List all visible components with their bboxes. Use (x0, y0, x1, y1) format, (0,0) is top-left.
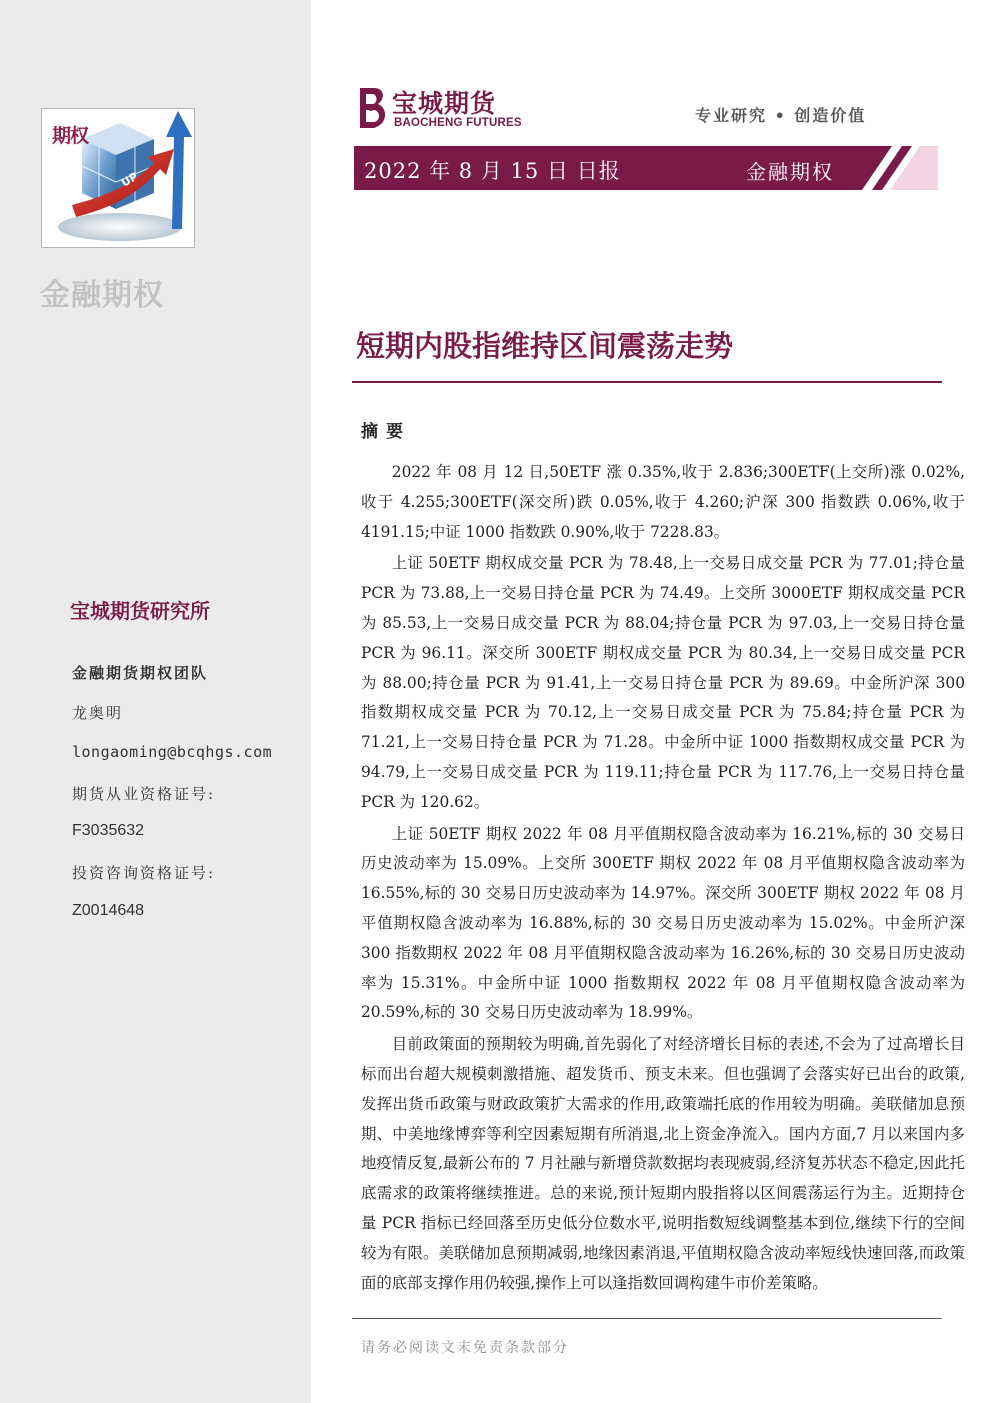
disclaimer-note: 请务必阅读文末免责条款部分 (361, 1340, 569, 1356)
title-divider (352, 381, 942, 383)
footer-divider (352, 1318, 942, 1319)
summary-paragraph: 2022 年 08 月 12 日,50ETF 涨 0.35%,收于 2.836;300ETF(上交所)涨 0.02%,收于 4.255;300ETF(深交所)跌 0.05%,收于 4.260;沪深 300 指数跌 0.06%,收于 4191.15;中证 1000 指数跌 0.90%,收于 7228.83。 (361, 463, 965, 541)
company-logo (354, 84, 524, 132)
summary-paragraph: 上证 50ETF 期权 2022 年 08 月平值期权隐含波动率为 16.21%,标的 30 交易日历史波动率为 15.09%。上交所 300ETF 期权 2022 年 08 月平值期权隐含波动率为 16.55%,标的 30 交易日历史波动率为 14.97%。深交所 300ETF 期权 2022 年 08 月平值期权隐含波动率为 16.88%,标的 30 交易日历史波动率为 15.02%。中金所沪深 300 指数期权 2022 年 08 月平值期权隐含波动率为 16.26%,标的 30 交易日历史波动率为 15.31%。中金所中证 1000 指数期权 2022 年 08 月平值期权隐含波动率为 20.59%,标的 30 交易日历史波动率为 18.99%。 (361, 824, 965, 1022)
logo-chinese-name: 宝城期货 (392, 89, 497, 118)
consult-license-label: 投资咨询资格证号: (72, 864, 216, 882)
sidebar (0, 0, 311, 1403)
sidebar-category-title: 金融期权 (40, 278, 164, 313)
report-date: 2022 年 8 月 15 日 日报 (364, 159, 621, 183)
consult-license-number: Z0014648 (72, 902, 145, 919)
summary-heading: 摘要 (361, 422, 411, 442)
analyst-email[interactable]: longaoming@bcqhgs.com (72, 743, 273, 761)
summary-paragraph: 目前政策面的预期较为明确,首先弱化了对经济增长目标的表述,不会为了过高增长目标而出台超大规模刺激措施、超发货币、预支未来。但也强调了会落实好已出台的政策,发挥出货币政策与财政政策扩大需求的作用,政策端托底的作用较为明确。美联储加息预期、中美地缘博弈等利空因素短期有所消退,北上资金净流入。国内方面,7 月以来国内多地疫情反复,最新公布的 7 月社融与新增贷款数据均表现疲弱,经济复苏状态不稳定,因此托底需求的政策将继续推进。总的来说,预计短期内股指将以区间震荡运行为主。近期持仓量 PCR 指标已经回落至历史低分位数水平,说明指数短线调整基本到位,继续下行的空间较为有限。美联储加息预期减弱,地缘因素消退,平值期权隐含波动率短线快速回落,而政策面的底部支撑作用仍较强,操作上可以逢指数回调构建牛市价差策略。 (361, 1035, 965, 1292)
summary-body (361, 458, 965, 1300)
svg-text:UP: UP (119, 169, 141, 190)
team-label: 金融期货期权团队 (72, 664, 209, 682)
license-number: F3035632 (72, 822, 145, 839)
analyst-name: 龙奥明 (72, 704, 124, 722)
institute-name: 宝城期货研究所 (70, 599, 210, 623)
summary-paragraph: 上证 50ETF 期权成交量 PCR 为 78.48,上一交易日成交量 PCR 为 77.01;持仓量 PCR 为 73.88,上一交易日持仓量 PCR 为 74.49。上交所 3000ETF 期权成交量 PCR 为 85.53,上一交易日成交量 PCR 为 88.04;持仓量 PCR 为 97.03,上一交易日持仓量 PCR 为 96.11。深交所 300ETF 期权成交量 PCR 为 80.34,上一交易日成交量 PCR 为 88.00;持仓量 PCR 为 91.41,上一交易日持仓量 PCR 为 89.69。中金所沪深 300 指数期权成交量 PCR 为 70.12,上一交易日成交量 PCR 为 75.84;持仓量 PCR 为 71.21,上一交易日持仓量 PCR 为 71.28。中金所中证 1000 指数期权成交量 PCR 为 94.79,上一交易日成交量 PCR 为 119.11;持仓量 PCR 为 117.76,上一交易日持仓量 PCR 为 120.62。 (361, 554, 965, 811)
cover-tag: 期权 (52, 125, 89, 147)
license-label: 期货从业资格证号: (72, 785, 216, 803)
report-banner (354, 146, 938, 190)
report-category: 金融期权 (746, 160, 834, 184)
logo-english-name: BAOCHENG FUTURES (394, 117, 522, 129)
slogan: 专业研究 • 创造价值 (695, 106, 867, 125)
logo-mark-icon (354, 84, 390, 132)
report-title: 短期内股指维持区间震荡走势 (356, 329, 734, 363)
cover-image (41, 108, 195, 248)
